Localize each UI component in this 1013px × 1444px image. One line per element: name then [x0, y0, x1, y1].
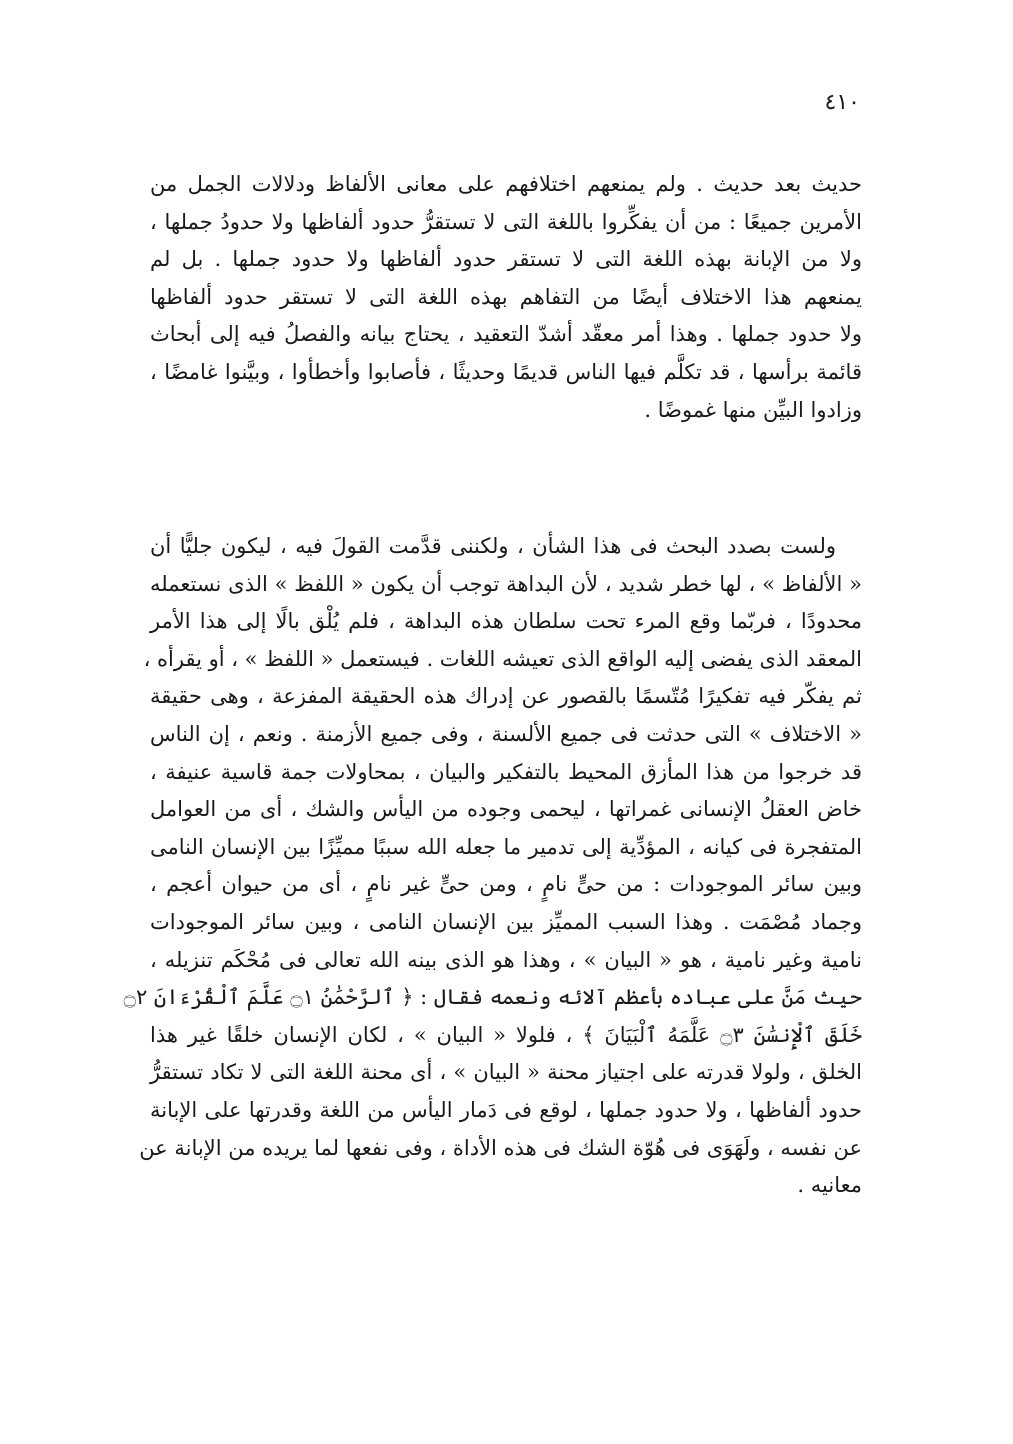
text-line: الخلق ، ولولا قدرته على اجتياز محنة « البيان » ، أى محنة اللغة التى لا تكاد تستقرُّ [150, 1060, 862, 1085]
text-line: قد خرجوا من هذا المأزق المحيط بالتفكير والبيان ، بمحاولات جمة قاسية عنيفة ، [150, 759, 862, 784]
text-line: خَلَقَ ٱلْإِنسَٰنَ ۝٣ عَلَّمَهُ ٱلْبَيَانَ ﴾ ، فلولا « البيان » ، لكان الإنسان خلقًا غير هذا [150, 1022, 862, 1047]
text-line: المتفجرة فى كيانه ، المؤدِّية إلى تدمير ما جعله الله سببًا مميِّزًا بين الإنسان النامى [150, 834, 862, 859]
text-line: ثم يفكّر فيه تفكيرًا مُتّسمًا بالقصور عن إدراك هذه الحقيقة المفزعة ، وهى حقيقة [150, 684, 862, 709]
text-line: وجماد مُصْمَت . وهذا السبب المميِّز بين الإنسان النامى ، وبين سائر الموجودات [150, 909, 862, 934]
text-line: حيث مَنَّ على عباده بأعظم آلائه ونعمه فقال : ﴿ ٱلرَّحْمَٰنُ ۝١ عَلَّمَ ٱلْقُرْءَانَ ۝٢ [123, 985, 862, 1010]
text-line: وزادوا البيِّن منها غموضًا . [644, 397, 862, 422]
paragraph-2 [123, 528, 862, 1205]
text-line: قائمة برأسها ، قد تكلَّم فيها الناس قديمًا وحديثًا ، فأصابوا وأخطأوا ، وبيَّنوا غامضًا ، [150, 359, 862, 384]
text-line: خاض العقلُ الإنسانى غمراتها ، ليحمى وجوده من اليأس والشك ، أى من العوامل [150, 797, 862, 822]
text-line: وبين سائر الموجودات : من حىٍّ نامٍ ، ومن حىٍّ غير نامٍ ، أى من حيوان أعجم ، [150, 872, 862, 897]
text-line: يمنعهم هذا الاختلاف أيضًا من التفاهم بهذه اللغة التى لا تستقر حدود ألفاظها [150, 284, 862, 309]
text-line: معانيه . [797, 1173, 862, 1198]
text-line: الأمرين جميعًا : من أن يفكِّروا باللغة التى لا تستقرُّ حدود ألفاظها ولا حدودُ جملها ، [150, 209, 862, 234]
text-line: المعقد الذى يفضى إليه الواقع الذى تعيشه اللغات . فيستعمل « اللفظ » ، أو يقرأه ، [143, 646, 862, 671]
text-line: ولا من الإبانة بهذه اللغة التى لا تستقر حدود ألفاظها ولا حدود جملها . بل لم [150, 247, 862, 272]
text-line: « الاختلاف » التى حدثت فى جميع الألسنة ، وفى جميع الأزمنة . ونعم ، إن الناس [150, 721, 862, 746]
text-line: حديث بعد حديث . ولم يمنعهم اختلافهم على معانى الألفاظ ودلالات الجمل من [150, 172, 862, 196]
text-line: ولست بصدد البحث فى هذا الشأن ، ولكننى قدَّمت القولَ فيه ، ليكون جليًّا أن [150, 534, 836, 558]
page-number: ٤١٠ [824, 90, 860, 115]
text-line: حدود ألفاظها ، ولا حدود جملها ، لوقع فى دَمار اليأس من اللغة وقدرتها على الإبانة [150, 1097, 862, 1122]
paragraph-1 [150, 166, 862, 429]
text-line: « الألفاظ » ، لها خطر شديد ، لأن البداهة توجب أن يكون « اللفظ » الذى نستعمله [150, 571, 862, 596]
text-line: محدودًا ، فربّما وقع المرء تحت سلطان هذه البداهة ، فلم يُلْق بالًا إلى هذا الأمر [150, 609, 862, 634]
text-line: ولا حدود جملها . وهذا أمر معقّد أشدّ التعقيد ، يحتاج بيانه والفصلُ فيه إلى أبحاث [150, 322, 862, 347]
text-line: نامية وغير نامية ، هو « البيان » ، وهذا هو الذى بينه الله تعالى فى مُحْكَم تنزيله ، [150, 947, 862, 972]
text-line: عن نفسه ، ولَهَوَى فى هُوّة الشك فى هذه الأداة ، وفى نفعها لما يريده من الإبانة عن [139, 1135, 862, 1160]
